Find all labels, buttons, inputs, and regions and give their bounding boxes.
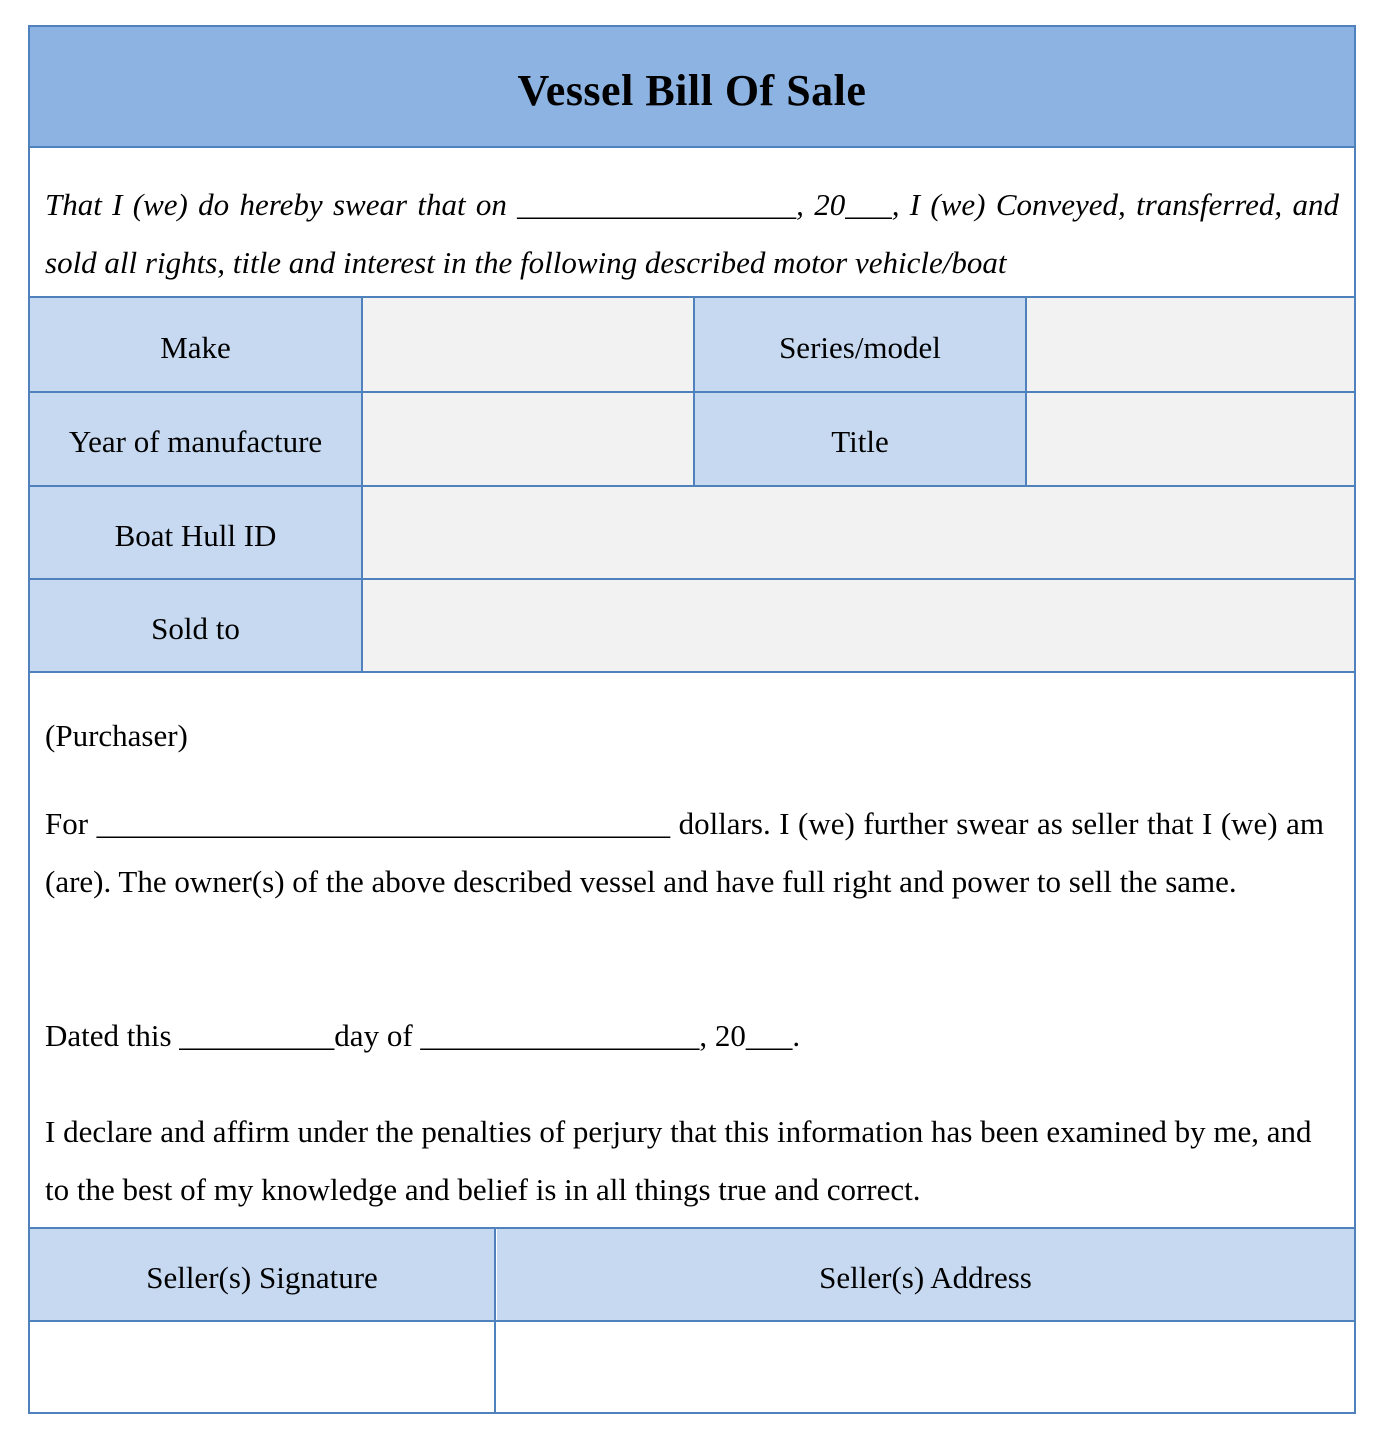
- title-bar: [30, 27, 1354, 148]
- intro-statement: That I (we) do hereby swear that on __________________, 20___, I (we) Conveyed, transferred, and sold all rights, title and interest in the following described motor vehicle/boat: [30, 148, 1354, 298]
- bill-of-sale-form: [28, 25, 1356, 1414]
- make-field[interactable]: [363, 298, 693, 391]
- purchaser-text: (Purchaser): [45, 718, 188, 753]
- grid-line: [494, 1227, 496, 1412]
- year-of-manufacture-label: Year of manufacture: [30, 393, 361, 485]
- grid-line: [1025, 298, 1027, 485]
- dated-line: Dated this __________day of __________________, 20___.: [45, 1018, 801, 1053]
- year-of-manufacture-field[interactable]: [363, 393, 693, 485]
- seller-signature-label: Seller(s) Signature: [30, 1229, 494, 1320]
- boat-hull-id-field[interactable]: [363, 487, 1354, 578]
- grid-line: [361, 298, 363, 671]
- sold-to-label: Sold to: [30, 580, 361, 671]
- grid-line: [30, 485, 1354, 487]
- seller-address-field[interactable]: [497, 1322, 1354, 1412]
- seller-signature-field[interactable]: [30, 1322, 494, 1412]
- boat-hull-id-label: Boat Hull ID: [30, 487, 361, 578]
- sale-price-statement: For _____________________________________ dollars. I (we) further swear as seller that I (we) am (are). The owner(s) of the above described vessel and have full right and power to sell the same.: [45, 806, 1324, 899]
- form-title: Vessel Bill Of Sale: [517, 66, 867, 115]
- series-model-field[interactable]: [1027, 298, 1354, 391]
- statement-body: [30, 673, 1354, 1227]
- title-label: Title: [695, 393, 1025, 485]
- declaration-text: I declare and affirm under the penalties of perjury that this information has been examined by me, and to the best of my knowledge and belief is in all things true and correct.: [45, 1114, 1312, 1207]
- seller-address-label: Seller(s) Address: [497, 1229, 1354, 1320]
- grid-line: [30, 578, 1354, 580]
- series-model-label: Series/model: [695, 298, 1025, 391]
- grid-line: [30, 391, 1354, 393]
- make-label: Make: [30, 298, 361, 391]
- title-field[interactable]: [1027, 393, 1354, 485]
- sold-to-field[interactable]: [363, 580, 1354, 671]
- grid-line: [693, 298, 695, 485]
